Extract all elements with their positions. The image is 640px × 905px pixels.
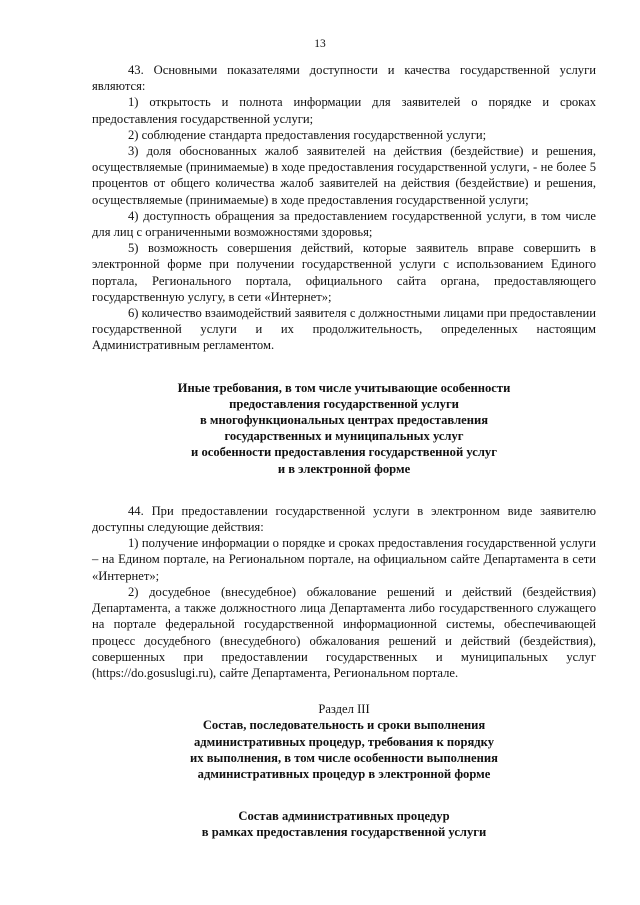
paragraph-44: 44. При предоставлении государственной услуги в электронном виде заявителю доступны следующие действия:: [92, 503, 596, 535]
list-item: 5) возможность совершения действий, которые заявитель вправе совершить в электронной форме при получении государственной услуги с использованием Единого портала, Регионального портала, официального сайта органа, предоставляющего государственную услугу, в сети «Интернет»;: [92, 241, 596, 304]
list-item: 1) открытость и полнота информации для заявителей о порядке и сроках предоставления государственной услуги;: [92, 95, 596, 126]
heading-line: и особенности предоставления государственной услуг: [191, 445, 497, 460]
page-content: [92, 62, 596, 841]
list-item: 3) доля обоснованных жалоб заявителей на действия (бездействие) и решения, осуществляемые (принимаемые) в ходе предоставления государственной услуги, - не более 5 процентов от общего количества жалоб заявителей на действия (бездействие) и решения, осуществляемые (принимаемые) в ходе предоставления государственной услуги;: [92, 144, 596, 207]
section-iii-heading: [92, 701, 596, 782]
page-number: 13: [314, 38, 326, 50]
list-item: 6) количество взаимодействий заявителя с должностными лицами при предоставлении государственной услуги и их продолжительность, определенных настоящим Административным регламентом.: [92, 306, 596, 353]
heading-line: их выполнения, в том числе особенности выполнения: [190, 750, 498, 765]
heading-line: административных процедур, требования к порядку: [193, 734, 495, 749]
subsection-heading-procedures: [92, 808, 596, 840]
list-item: 4) доступность обращения за предоставлением государственной услуги, в том числе для лиц с ограниченными возможностями здоровья;: [92, 208, 596, 240]
section-heading-other-requirements: [92, 380, 596, 477]
heading-line: предоставления государственной услуги: [229, 396, 459, 411]
heading-line: и в электронной форме: [277, 461, 411, 476]
heading-line: Иные требования, в том числе учитывающие особенности: [177, 380, 511, 395]
list-item: 1) получение информации о порядке и сроках предоставления государственной услуги – на Едином портале, на Региональном портале, на официальном сайте Департамента в сети «Интернет»;: [92, 536, 596, 583]
section-label: Раздел III: [318, 702, 370, 717]
heading-line: государственных и муниципальных услуг: [224, 429, 464, 444]
list-item: 2) досудебное (внесудебное) обжалование решений и действий (бездействия) Департамента, а также должностного лица Департамента либо государственного служащего на портале федеральной государственной информационной системы, обеспечивающей процесс досудебного (внесудебного) обжалования решений и действий (бездействия), совершенных при предоставлении государственных и муниципальных услуг (https://do.gosuslugi.ru), сайте Департамента, Региональном портале.: [92, 584, 596, 680]
heading-line: Состав, последовательность и сроки выполнения: [202, 718, 486, 733]
heading-line: административных процедур в электронной форме: [197, 766, 491, 781]
paragraph-43: 43. Основными показателями доступности и качества государственной услуги являются:: [92, 63, 596, 94]
heading-line: Состав административных процедур: [238, 809, 450, 824]
heading-line: в многофункциональных центрах предоставления: [199, 413, 489, 428]
list-item: 2) соблюдение стандарта предоставления государственной услуги;: [128, 127, 487, 142]
heading-line: в рамках предоставления государственной услуги: [201, 825, 487, 840]
